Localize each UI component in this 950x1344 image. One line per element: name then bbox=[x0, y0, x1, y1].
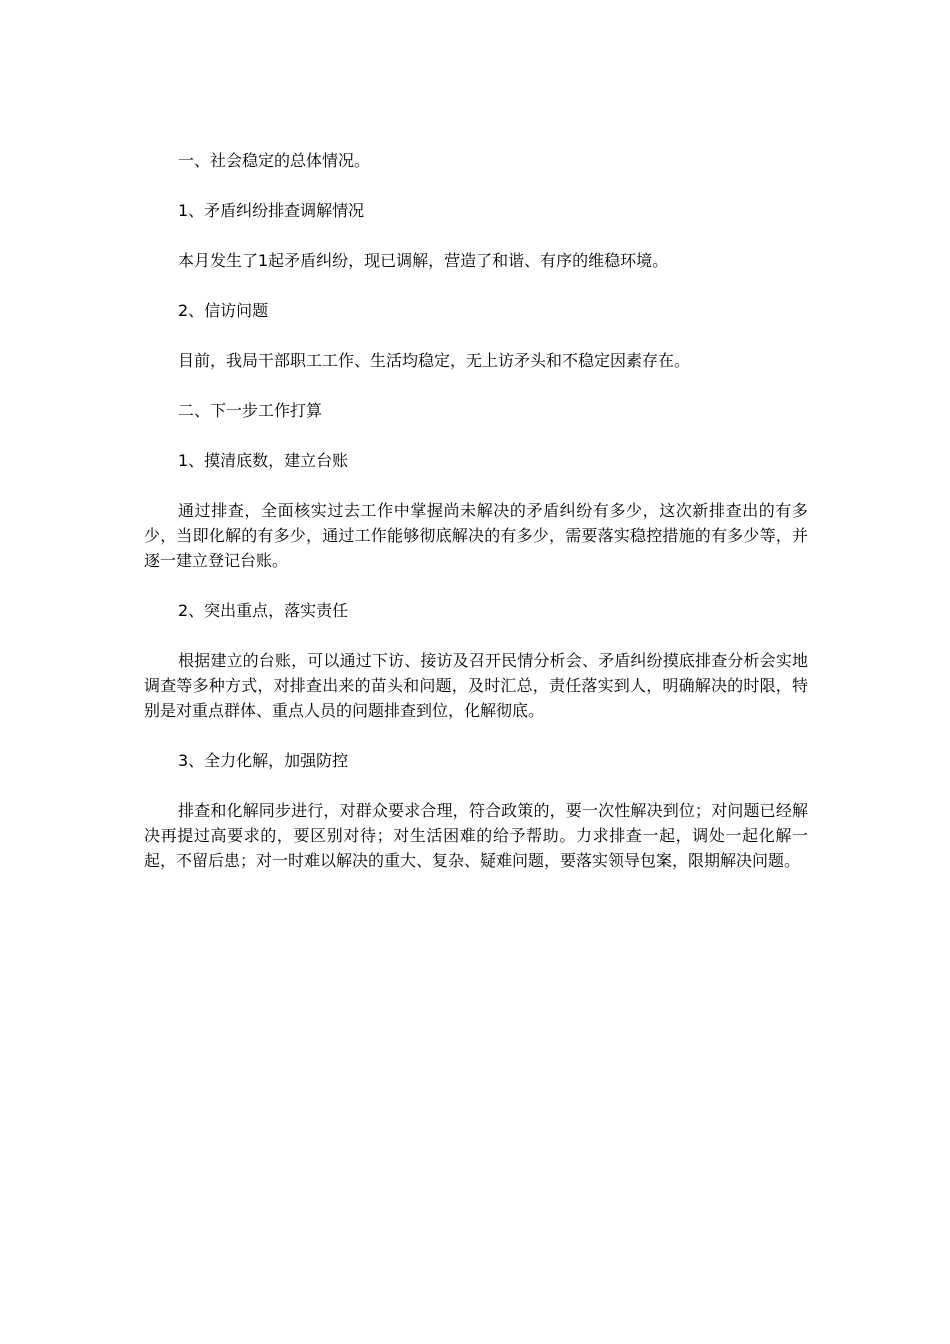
subheading-petition-issues: 2、信访问题 bbox=[178, 301, 269, 320]
paragraph-establish-ledger: 通过排查，全面核实过去工作中掌握尚未解决的矛盾纠纷有多少，这次新排查出的有多少，当即化解的有多少，通过工作能够彻底解决的有多少，需要落实稳控措施的有多少等，并逐一建立登记台账。 bbox=[144, 501, 808, 570]
subheading-establish-ledger: 1、摸清底数，建立台账 bbox=[178, 451, 349, 470]
subheading-focus-responsibility: 2、突出重点，落实责任 bbox=[178, 601, 349, 620]
paragraph-resolve-prevent: 排查和化解同步进行，对群众要求合理，符合政策的，要一次性解决到位；对问题已经解决再提过高要求的，要区别对待；对生活困难的给予帮助。力求排查一起，调处一起化解一起，不留后患；对一时难以解决的重大、复杂、疑难问题，要落实领导包案，限期解决问题。 bbox=[144, 801, 808, 870]
paragraph-dispute-mediation: 本月发生了1起矛盾纠纷，现已调解，营造了和谐、有序的维稳环境。 bbox=[178, 251, 669, 270]
section-heading-1: 一、社会稳定的总体情况。 bbox=[178, 151, 371, 170]
paragraph-petition-issues: 目前，我局干部职工工作、生活均稳定，无上访矛头和不稳定因素存在。 bbox=[178, 351, 691, 370]
subheading-dispute-mediation: 1、矛盾纠纷排查调解情况 bbox=[178, 201, 365, 220]
subheading-resolve-prevent: 3、全力化解，加强防控 bbox=[178, 751, 349, 770]
section-heading-2: 二、下一步工作打算 bbox=[178, 401, 323, 420]
paragraph-focus-responsibility: 根据建立的台账，可以通过下访、接访及召开民情分析会、矛盾纠纷摸底排查分析会实地调查等多种方式，对排查出来的苗头和问题，及时汇总，责任落实到人，明确解决的时限，特别是对重点群体、重点人员的问题排查到位，化解彻底。 bbox=[144, 651, 808, 720]
